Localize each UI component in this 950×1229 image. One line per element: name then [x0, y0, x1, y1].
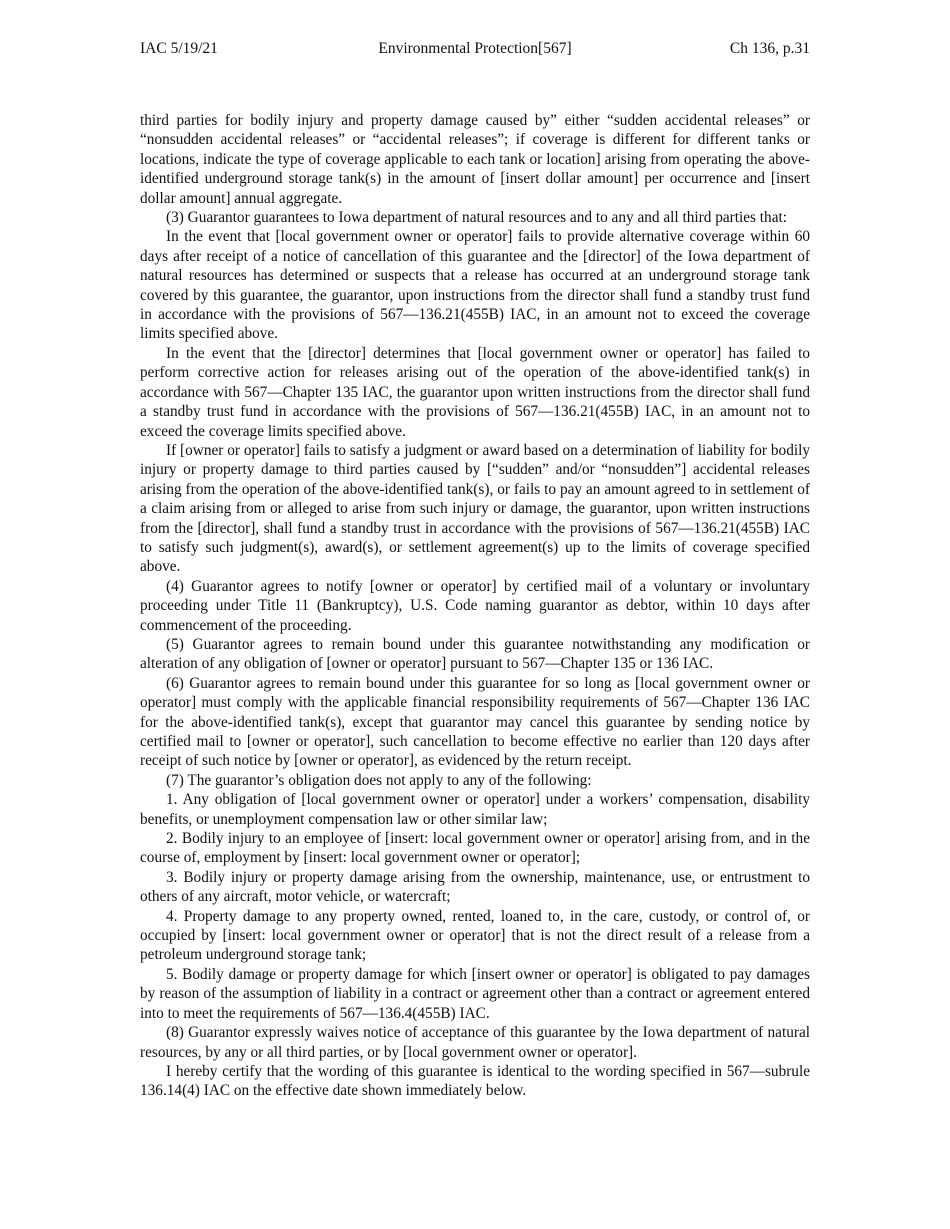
paragraph: (8) Guarantor expressly waives notice of acceptance of this guarantee by the Iowa department of natural resources, by any or all third parties, or by [local government owner or operator].: [140, 1024, 810, 1061]
paragraph: third parties for bodily injury and property damage caused by” either “sudden accidental releases” or “nonsudden accidental releases” or “accidental releases”; if coverage is different for different tanks or locations, indicate the type of coverage applicable to each tank or location] arising from operating the above-identified underground storage tank(s) in the amount of [insert dollar amount] per occurrence and [insert dollar amount] annual aggregate.: [140, 112, 810, 207]
certification-paragraph: I hereby certify that the wording of this guarantee is identical to the wording specified in 567—subrule 136.14(4) IAC on the effective date shown immediately below.: [140, 1062, 810, 1100]
page-header: [140, 40, 810, 62]
list-item: 2. Bodily injury to an employee of [insert: local government owner or operator] arising from, and in the course of, employment by [insert: local government owner or operator];: [140, 830, 810, 867]
paragraph: In the event that the [director] determines that [local government owner or operator] has failed to perform corrective action for releases arising out of the operation of the above-identified tank(s) in accordance with 567—Chapter 135 IAC, the guarantor upon written instructions from the director shall fund a standby trust fund in accordance with the provisions of 567—136.21(455B) IAC, in an amount not to exceed the coverage limits specified above.: [140, 344, 810, 440]
paragraph: (5) Guarantor agrees to remain bound under this guarantee notwithstanding any modification or alteration of any obligation of [owner or operator] pursuant to 567—Chapter 135 or 136 IAC.: [140, 635, 810, 673]
list-item: 5. Bodily damage or property damage for which [insert owner or operator] is obligated to pay damages by reason of the assumption of liability in a contract or agreement other than a contract or agreement entered into to meet the requirements of 567—136.4(455B) IAC.: [140, 965, 810, 1022]
list-item: 4. Property damage to any property owned, rented, loaned to, in the care, custody, or control of, or occupied by [insert: local government owner or operator] that is not the direct result of a release from a petroleum underground storage tank;: [140, 907, 810, 964]
paragraph: (3) Guarantor guarantees to Iowa department of natural resources and to any and all third parties that:: [166, 209, 787, 227]
paragraph: (4) Guarantor agrees to notify [owner or operator] by certified mail of a voluntary or involuntary proceeding under Title 11 (Bankruptcy), U.S. Code naming guarantor as debtor, within 10 days after commencement of the proceeding.: [140, 577, 810, 634]
document-body: [140, 111, 810, 1101]
paragraph: If [owner or operator] fails to satisfy a judgment or award based on a determination of liability for bodily injury or property damage to third parties caused by [“sudden” and/or “nonsudden”] accidental releases arising from the operation of the above-identified tank(s), or fails to pay an amount agreed to in settlement of a claim arising from or alleged to arise from such injury or damage, the guarantor, upon written instructions from the [director], shall fund a standby trust in accordance with the provisions of 567—136.21(455B) IAC to satisfy such judgment(s), award(s), or settlement agreement(s) up to the limits of coverage specified above.: [140, 441, 810, 576]
header-title: Environmental Protection[567]: [378, 40, 572, 57]
paragraph: (6) Guarantor agrees to remain bound under this guarantee for so long as [local government owner or operator] must comply with the applicable financial responsibility requirements of 567—Chapter 136 IAC for the above-identified tank(s), except that guarantor may cancel this guarantee by sending notice by certified mail to [owner or operator], such cancellation to become effective no earlier than 120 days after receipt of such notice by [owner or operator], as evidenced by the return receipt.: [140, 674, 810, 770]
header-date: IAC 5/19/21: [140, 40, 218, 57]
paragraph: In the event that [local government owner or operator] fails to provide alternative coverage within 60 days after receipt of a notice of cancellation of this guarantee and the [director] of the Iowa department of natural resources has determined or suspects that a release has occurred at an underground storage tank covered by this guarantee, the guarantor, upon instructions from the director shall fund a standby trust fund in accordance with the provisions of 567—136.21(455B) IAC, in an amount not to exceed the coverage limits specified above.: [140, 228, 810, 343]
list-item: 3. Bodily injury or property damage arising from the ownership, maintenance, use, or entrustment to others of any aircraft, motor vehicle, or watercraft;: [140, 868, 810, 906]
header-page-number: Ch 136, p.31: [729, 40, 810, 57]
list-item: 1. Any obligation of [local government owner or operator] under a workers’ compensation, disability benefits, or unemployment compensation law or other similar law;: [140, 791, 810, 828]
paragraph: (7) The guarantor’s obligation does not apply to any of the following:: [166, 771, 592, 789]
